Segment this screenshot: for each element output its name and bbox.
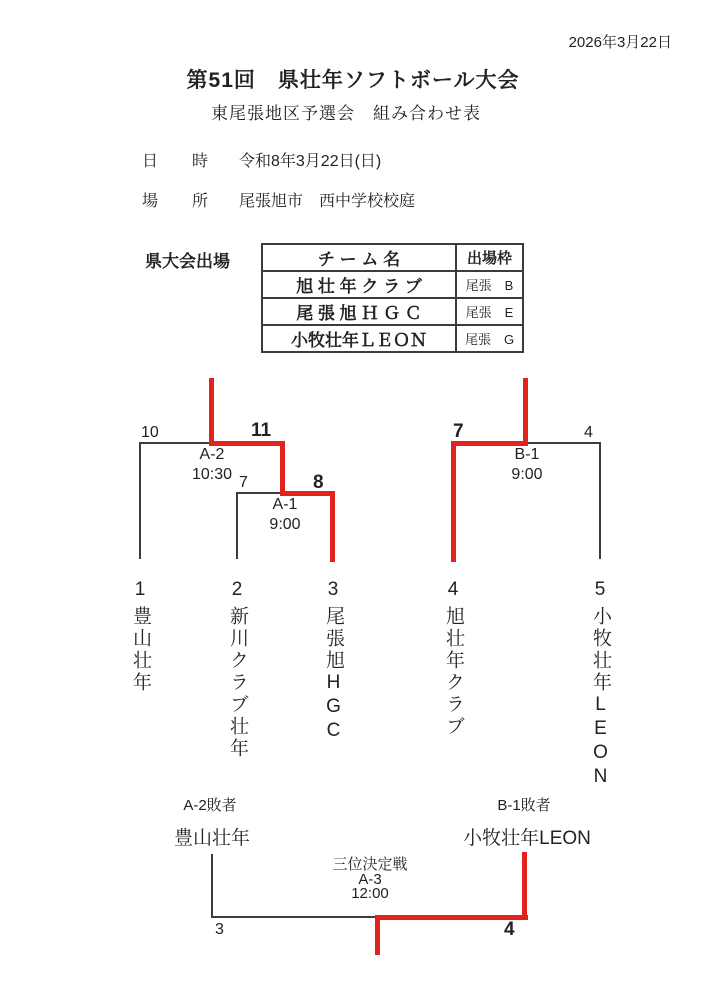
bracket-team-5 <box>560 579 640 790</box>
team-name: 尾張旭HGC <box>323 606 344 744</box>
page-title: 第51回 県壮年ソフトボール大会 <box>186 69 520 92</box>
team-name: 新川クラブ壮年 <box>227 606 248 760</box>
team-number: 2 <box>231 579 243 600</box>
info-datetime-label-1: 日 <box>142 153 159 170</box>
date-label: 2026年3月22日 <box>568 34 672 51</box>
score-a1-left: 7 <box>239 474 248 491</box>
info-place-label-2: 所 <box>192 193 209 210</box>
winner-line-a1-up <box>280 441 285 496</box>
info-place-label-1: 場 <box>142 193 159 210</box>
third-place-line-left <box>211 854 213 918</box>
team-number: 5 <box>594 579 606 600</box>
third-place-right-team: 小牧壮年LEON <box>463 828 591 849</box>
bracket-team-4 <box>413 579 493 738</box>
score-b1-left: 7 <box>453 421 464 442</box>
winner-line-b1-up <box>523 378 528 446</box>
bracket-line-b1-right <box>528 442 601 444</box>
score-a2-left: 10 <box>141 424 159 441</box>
info-datetime-label-2: 時 <box>192 153 209 170</box>
bracket-line-a1-left <box>236 492 283 494</box>
team-name: 豊山壮年 <box>130 606 151 694</box>
bracket-team-1 <box>100 579 180 694</box>
match-b1-time: 9:00 <box>511 466 543 483</box>
team-number: 3 <box>327 579 339 600</box>
score-third-left: 3 <box>215 921 224 938</box>
third-place-left-team: 豊山壮年 <box>173 828 250 849</box>
third-place-time: 12:00 <box>351 885 389 902</box>
bracket-line-team1 <box>139 442 141 559</box>
third-place-title: 三位決定戦 <box>332 856 408 873</box>
bracket-line-a2-left <box>140 442 213 444</box>
winner-line-third-right <box>522 852 527 920</box>
winner-line-team4 <box>451 441 456 562</box>
match-a2-time: 10:30 <box>191 466 233 483</box>
match-a1-time: 9:00 <box>269 516 301 533</box>
score-b1-right: 4 <box>584 424 593 441</box>
score-a1-right: 8 <box>313 472 324 493</box>
info-datetime-value: 令和8年3月22日(日) <box>239 153 382 170</box>
qualifier-team: 尾 張 旭 Ｈ Ｇ Ｃ <box>263 297 455 324</box>
third-place-left-label: A-2敗者 <box>183 797 237 814</box>
qualifiers-table <box>261 243 524 353</box>
winner-line-third-down <box>375 915 380 955</box>
qualifier-slot: 尾張 E <box>455 297 522 324</box>
third-place-right-label: B-1敗者 <box>497 797 551 814</box>
qualifiers-caption: 県大会出場 <box>145 252 230 271</box>
team-name: 小牧壮年LEON <box>590 606 611 790</box>
qualifier-slot: 尾張 G <box>455 324 522 351</box>
match-a2-id: A-2 <box>199 446 225 463</box>
team-number: 4 <box>447 579 459 600</box>
team-name: 旭壮年クラブ <box>443 606 464 738</box>
bracket-team-2 <box>197 579 277 760</box>
winner-line-a2-up <box>209 378 214 446</box>
qualifiers-header-slot: 出場枠 <box>455 245 522 270</box>
third-place-line-horizontal <box>211 916 378 918</box>
bracket-team-3 <box>293 579 373 744</box>
qualifier-team: 旭 壮 年 ク ラ ブ <box>263 270 455 297</box>
bracket-line-team5 <box>599 442 601 559</box>
match-b1-id: B-1 <box>514 446 540 463</box>
match-a1-id: A-1 <box>272 496 298 513</box>
score-a2-right: 11 <box>251 420 272 441</box>
score-third-right: 4 <box>504 919 515 940</box>
qualifier-slot: 尾張 B <box>455 270 522 297</box>
page-subtitle: 東尾張地区予選会 組み合わせ表 <box>211 104 481 123</box>
qualifier-team: 小牧壮年ＬＥＯＮ <box>263 324 455 351</box>
third-place-id: A-3 <box>358 871 382 888</box>
team-number: 1 <box>134 579 146 600</box>
qualifiers-header-team: チ ー ム 名 <box>317 250 401 269</box>
info-place-value: 尾張旭市 西中学校校庭 <box>239 193 416 210</box>
